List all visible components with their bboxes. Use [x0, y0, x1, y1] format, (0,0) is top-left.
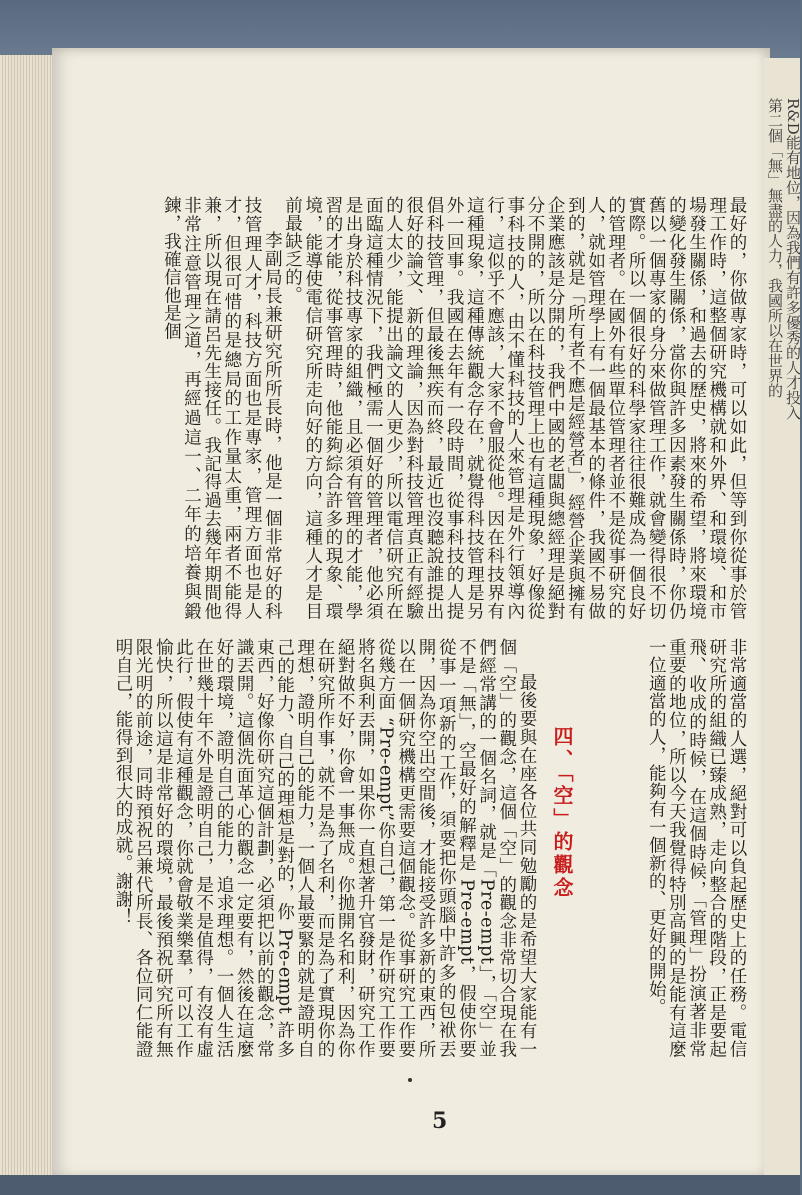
upper-paragraph-2: 李副局長兼研究所所長時，他是一個非常好的科技管理人才，科技方面也是專家，管理方面也是人才，但很可惜的是總局的工作量太重，兩者不能得兼，所以現在請呂先生接任。我記得過去幾年期間他非常注意管理之道，再經過這一、二年的培養與鍛鍊，我確信他是個 — [161, 196, 283, 620]
adjacent-col-1: 第二個「無」無盡的人力，我國所以在世界的 — [766, 98, 784, 398]
book-cover-bottom — [0, 1175, 800, 1195]
print-dot — [408, 1078, 412, 1082]
lower-paragraph-1: 非常適當的人選，絕對可以負起歷史上的任務。電信研究所的組織已臻成熟，走向整合的階段，正是要起飛、收成的時候，在這個時候，「管理」扮演著非常重要的地位，所以今天我覺得特別高興的是能有這麼一位適當的人，能夠有一個新的、更好的開始。 — [646, 638, 747, 1058]
page-edges — [0, 55, 60, 1175]
adjacent-col-2: R&D能有地位，因為我們有許多優秀的人才投入 — [784, 98, 802, 420]
section-body-block — [112, 638, 537, 1058]
section-paragraph-1: 最後要與在座各位共同勉勵的是希望大家能有一個「空」的觀念，這個「空」的觀念非常切合現在我們經常講的一個名詞，就是「Pre-empt」，「空」並不是「無」，空最好的解釋是 Pre-empt，假使你要從事一項新的工作，須要把你頭腦中許多的包袱丟開，因為你空出空間後，才能接受許多新的東西，所以在一個研究機構更需要這個觀念。從事研究工作要從幾方面 “Pre-empt”你自己，第一是作研究工作要將名與利丟開，如果你一直想著升官發財，研究工作絕對做不好，你會一事無成。你拋開名和利，因為你在研究所作事，就不是為了名利，而是為了實現你的理想，證明自己的能力，一個人最要緊的就是證明自己的能力、自己的理想是對的，你 Pre-empt 許多東西，好像你研究這個計劃，必須把以前的觀念，常識丟開。這個洗面革心的觀念一定要有，然後在這麼好的環境，證明自己的能力，追求理想。一個人生活在世幾十年不外是證明自己，是不是值得，有沒有虛此行，假使有這種觀念，你就會敬業樂羣，可以工作愉快，所以這是非常好的環境，最後預祝研究所有無限光明的前途，同時預祝呂兼代所長、各位同仁能證明自己，能得到很大的成就。謝謝！ — [112, 638, 537, 1058]
page-number: 5 — [432, 1108, 448, 1134]
section-heading: 四、「空」的觀念 — [550, 726, 574, 900]
upper-text-block — [142, 196, 747, 620]
book-page — [52, 48, 770, 1178]
upper-paragraph-1: 最好的，你做專家時，可以如此，但等到你從事於管理工作時，這整個研究機構就和外界、和環境、和市場發生關係，和過去的歷史，將來的希望，將來環境的變化發生關係，當你與許多因素發生關係時，你仍舊以一個專家的身分來做管理工作，就會變得很不切實際。所以一個很好的科學家往往很難成為一個良好的管理者。在國外有些單位管理者並不是從事研究的人，就如管理學上有一個最基本的條件，我國不易做到的，就是「所有者不應是經營者」，經營企業與擁有企業應該是分開的，我們中國的老闆與總經理是絕對分不開的，所以在科技管理上也有這種現象，好像從事科技的人，由不懂科技的人來管理是外行領導內行，這似乎不應該，大家不會服從他。因在科技界有這種現象，這種傳統觀念存在，就覺得科技管理是另外一回事。我國在去年有一段時間，從事科技的人提倡科技管理，但最後無疾而終，最近也沒聽說誰提出很好的論文、新的理論，因為對科技管理真正有經驗的人太少，能提出論文的人更少，所以電信研究所在面臨這種情況下，我們極需一個好的管理者，他必須是出身於科技專家的組織，且必須有管理的才能，學習的才能，從事管理時，他能夠綜合許多的現象、環境，能導使電信研究所走向好的方向，這種人才是目前最缺乏的。 — [282, 196, 747, 620]
lower-text-block — [592, 638, 747, 1058]
adjacent-page-edge — [764, 58, 800, 1178]
